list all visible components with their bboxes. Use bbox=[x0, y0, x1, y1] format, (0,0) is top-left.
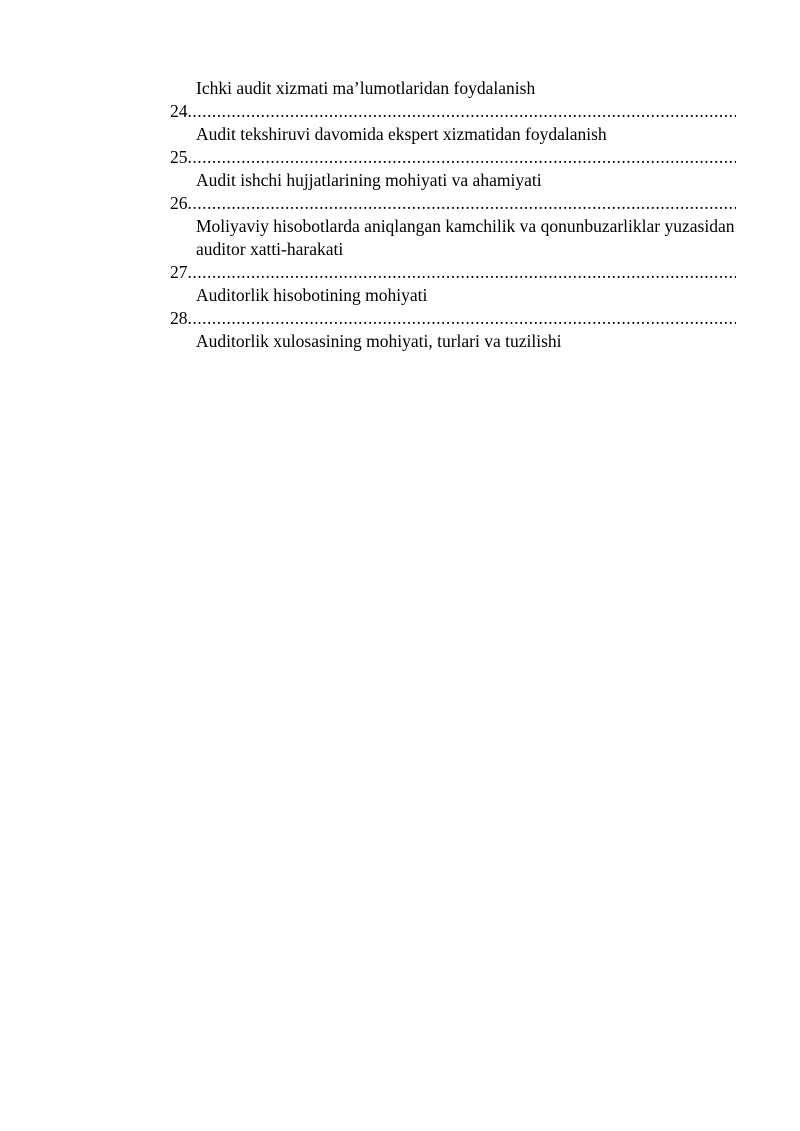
toc-entry-title: Audit tekshiruvi davomida ekspert xizmatidan foydalanish bbox=[196, 124, 607, 144]
dot-leader bbox=[188, 146, 737, 169]
toc-entry-title: Moliyaviy hisobotlarda aniqlangan kamchilik va qonunbuzarliklar yuzasidan auditor xatti-harakati bbox=[196, 216, 735, 259]
toc-entry-page-line bbox=[170, 192, 736, 215]
toc-entry-title: Auditorlik hisobotining mohiyati bbox=[196, 285, 428, 305]
dot-leader bbox=[188, 192, 737, 215]
toc-entry-title: Audit ishchi hujjatlarining mohiyati va ahamiyati bbox=[196, 170, 542, 190]
toc-entry-title: Auditorlik xulosasining mohiyati, turlari va tuzilishi bbox=[196, 331, 562, 351]
toc-page-number: 25 bbox=[170, 147, 188, 167]
toc-entry-page-line bbox=[170, 146, 736, 169]
dot-leader bbox=[188, 100, 737, 123]
toc-page-number: 24 bbox=[170, 101, 188, 121]
toc-entry-page-line bbox=[170, 100, 736, 123]
table-of-contents bbox=[170, 77, 736, 353]
dot-leader bbox=[188, 307, 737, 330]
toc-page-number: 28 bbox=[170, 308, 188, 328]
toc-page-number: 27 bbox=[170, 262, 188, 282]
toc-entry-page-line bbox=[170, 261, 736, 284]
toc-entry-title: Ichki audit xizmati ma’lumotlaridan foydalanish bbox=[196, 78, 536, 98]
toc-entry-page-line bbox=[170, 307, 736, 330]
dot-leader bbox=[188, 261, 737, 284]
toc-page-number: 26 bbox=[170, 193, 188, 213]
